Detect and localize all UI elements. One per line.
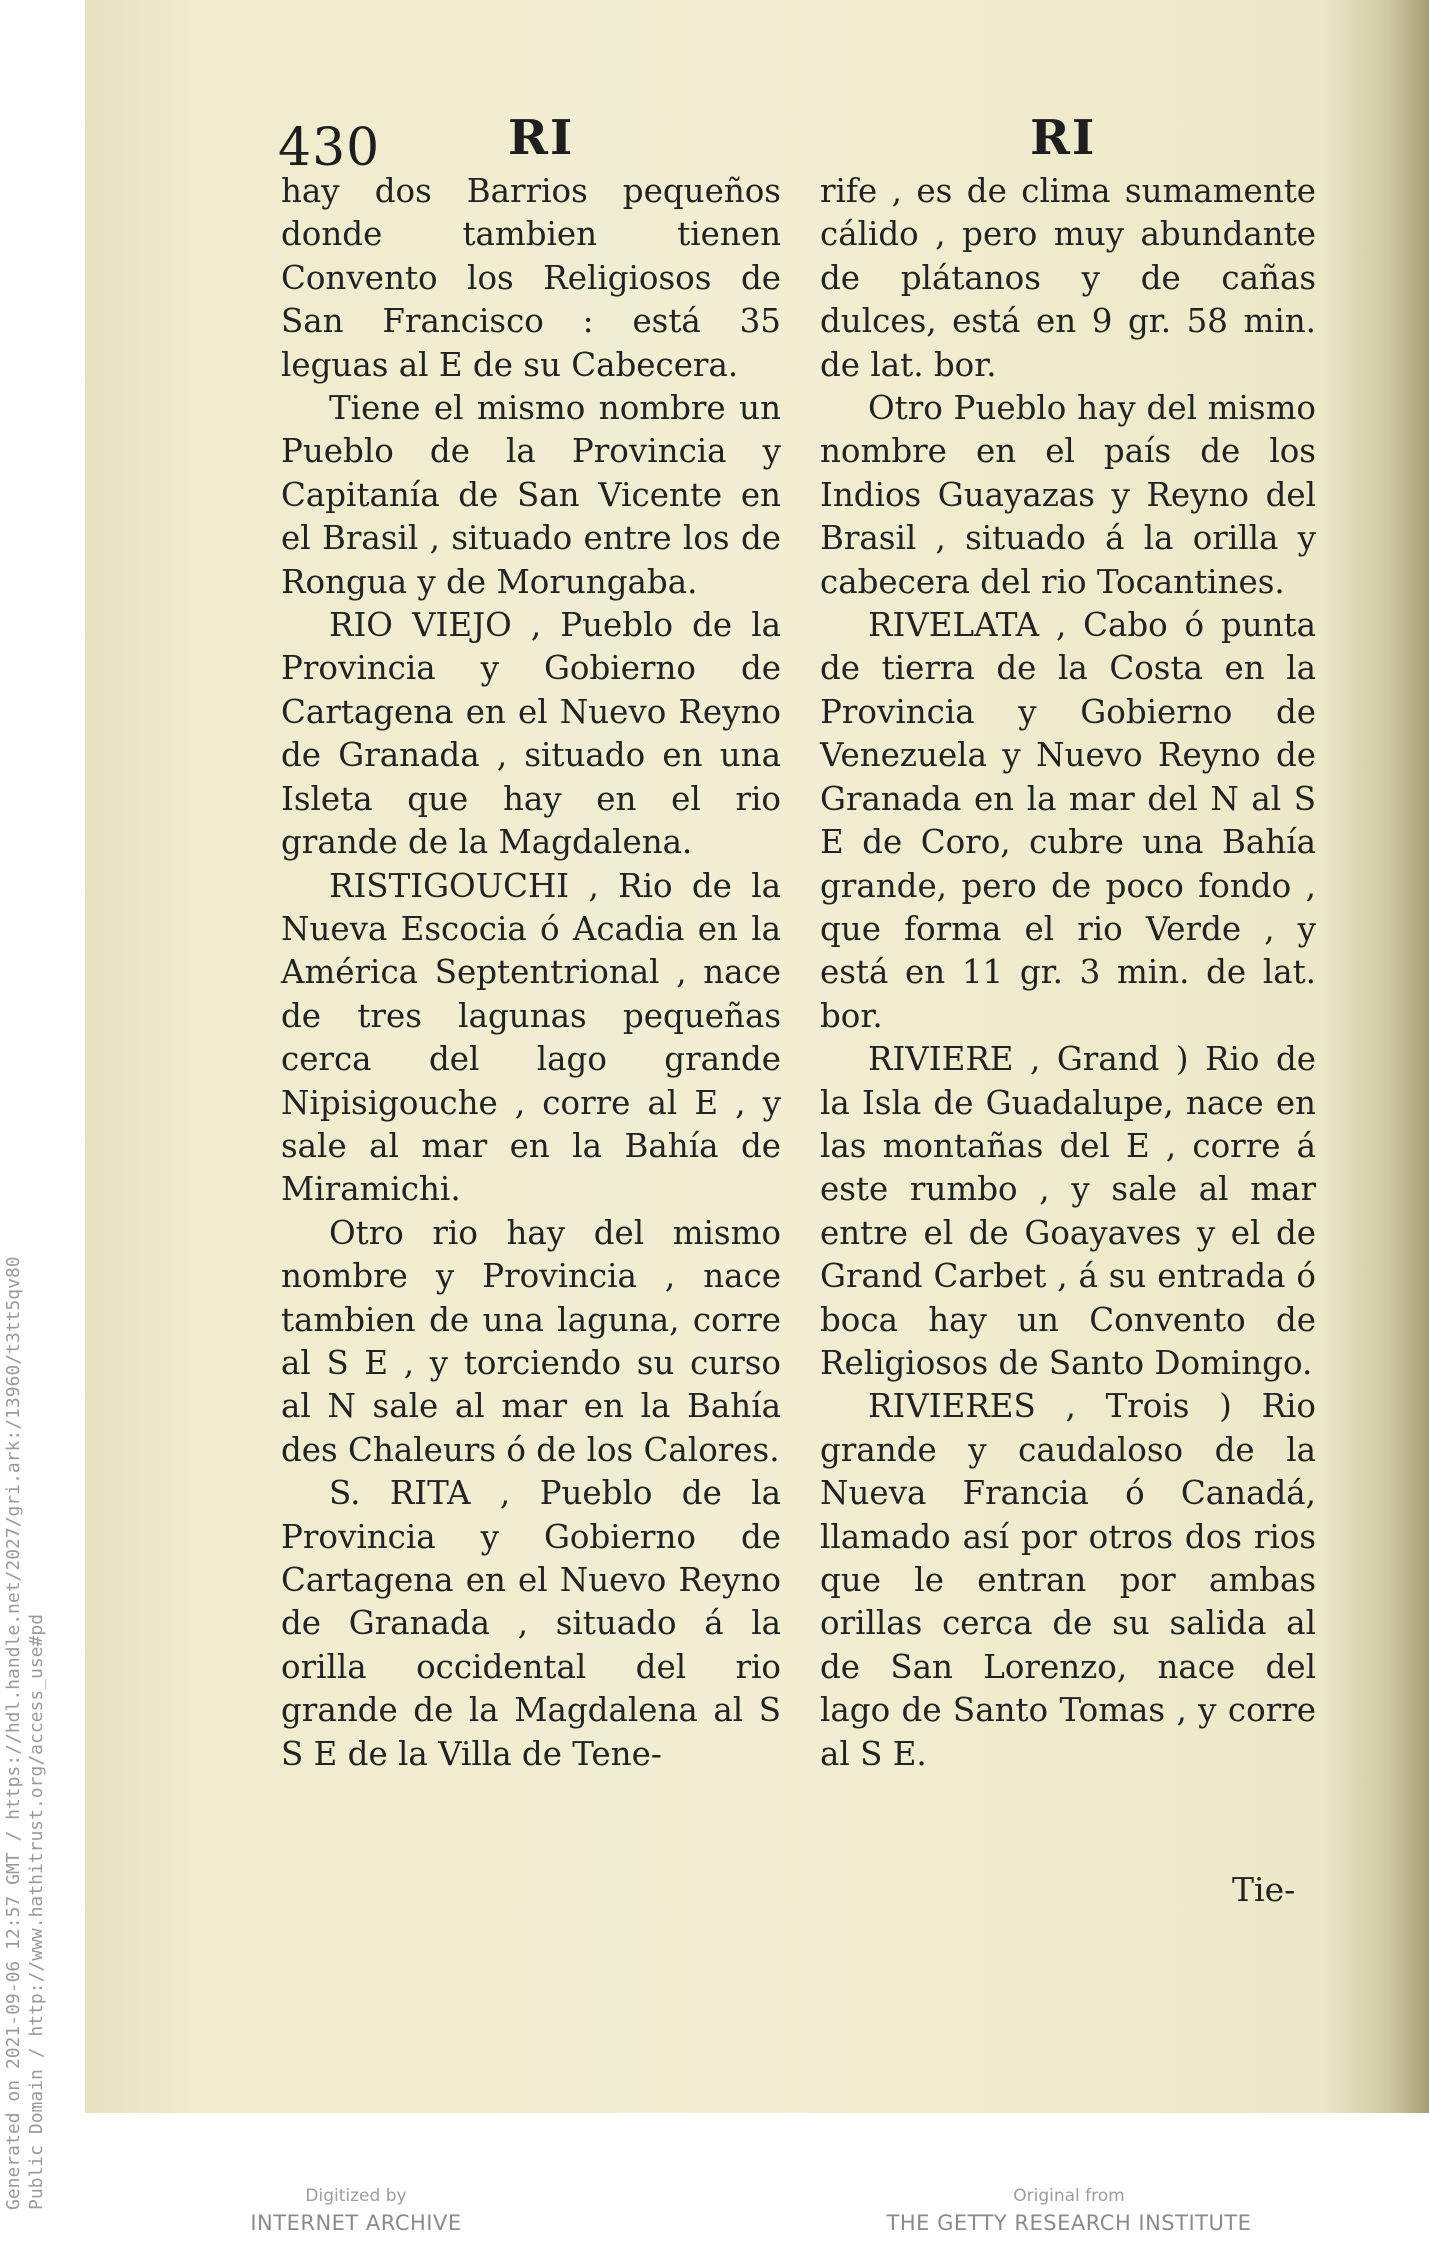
paragraph: S. RITA , Pueblo de la Provincia y Gobierno de Cartagena en el Nuevo Reyno de Granada , situado á la orilla occidental del rio grande de la Magdalena al S S E de la Villa de Tene- <box>281 1474 781 1773</box>
paragraph: rife , es de clima sumamente cálido , pero muy abundante de plátanos y de cañas dulces, está en 9 gr. 58 min. de lat. bor. <box>820 172 1316 384</box>
original-holder-name: THE GETTY RESEARCH INSTITUTE <box>886 2211 1252 2235</box>
paragraph: Tiene el mismo nombre un Pueblo de la Provincia y Capitanía de San Vicente en el Brasil , situado entre los de Rongua y de Morungaba. <box>281 389 781 601</box>
access-notice-generated: Generated on 2021-09-06 12:57 GMT / https://hdl.handle.net/2027/gri.ark:/13960/t3tt5qv80 <box>3 1256 24 2210</box>
paragraph: RISTIGOUCHI , Rio de la Nueva Escocia ó Acadia en la América Septentrional , nace de tres lagunas pequeñas cerca del lago grande Nipisigouche , corre al E , y sale al mar en la Bahía de Miramichi. <box>281 866 781 1209</box>
digitizer-name: INTERNET ARCHIVE <box>250 2211 462 2235</box>
paragraph: RIO VIEJO , Pueblo de la Provincia y Gobierno de Cartagena en el Nuevo Reyno de Granada , situado en una Isleta que hay en el rio grande de la Magdalena. <box>281 606 781 862</box>
access-notice-rights: Public Domain / http://www.hathitrust.org/access_use#pd <box>26 1613 47 2210</box>
catchword: Tie- <box>1232 1870 1296 1909</box>
running-head-right: RI <box>1030 110 1097 166</box>
paragraph: Otro rio hay del mismo nombre y Provincia , nace tambien de una laguna, corre al S E , y torciendo su curso al N sale al mar en la Bahía des Chaleurs ó de los Calores. <box>281 1213 781 1469</box>
paragraph: hay dos Barrios pequeños donde tambien tienen Convento los Religiosos de San Francisco : está 35 leguas al E de su Cabecera. <box>281 172 781 384</box>
paragraph: RIVELATA , Cabo ó punta de tierra de la Costa en la Provincia y Gobierno de Venezuela y Nuevo Reyno de Granada en la mar del N al S E de Coro, cubre una Bahía grande, pero de poco fondo , que forma el rio Verde , y está en 11 gr. 3 min. de lat. bor. <box>820 606 1316 1035</box>
running-head-left: RI <box>508 110 575 166</box>
access-notice <box>2 1110 48 2210</box>
paragraph: RIVIERE , Grand ) Rio de la Isla de Guadalupe, nace en las montañas del E , corre á este rumbo , y sale al mar entre el de Goayaves y el de Grand Carbet , á su entrada ó boca hay un Convento de Religiosos de Santo Domingo. <box>820 1040 1316 1382</box>
paragraph: Otro Pueblo hay del mismo nombre en el país de los Indios Guayazas y Reyno del Brasil , situado á la orilla y cabecera del rio Tocantines. <box>820 389 1316 601</box>
text-column-left <box>281 170 781 1776</box>
page-number: 430 <box>278 118 381 178</box>
digitized-by-label: Digitized by <box>305 2186 407 2206</box>
paragraph: RIVIERES , Trois ) Rio grande y caudaloso de la Nueva Francia ó Canadá, llamado así por otros dos rios que le entran por ambas orillas cerca de su salida al de San Lorenzo, nace del lago de Santo Tomas , y corre al S E. <box>820 1387 1316 1773</box>
text-column-right <box>820 170 1316 1776</box>
original-from-label: Original from <box>1013 2186 1125 2206</box>
